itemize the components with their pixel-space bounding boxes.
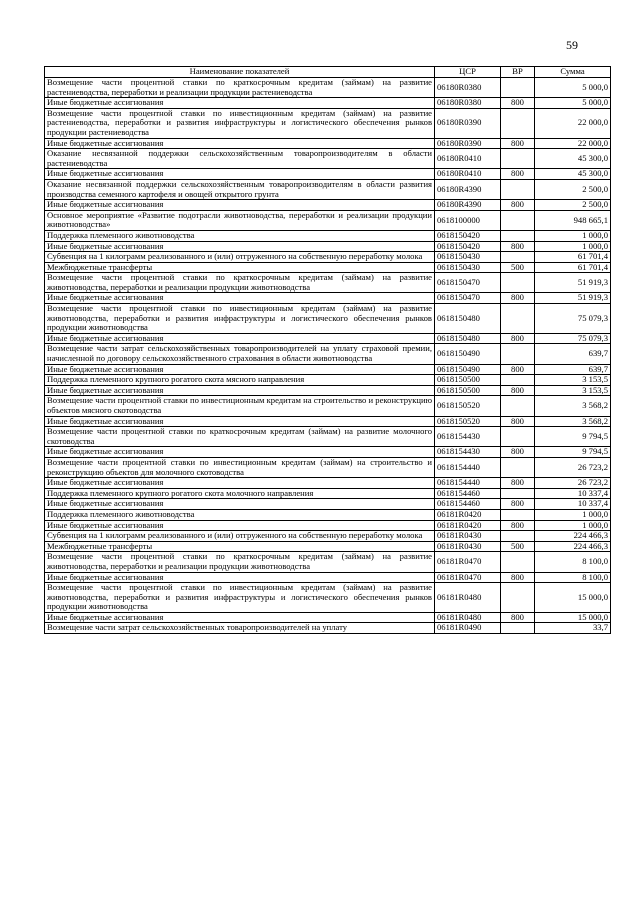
row-code: 0618150520	[435, 396, 501, 416]
row-sum: 224 466,3	[535, 541, 611, 552]
row-code: 0618150480	[435, 333, 501, 344]
table-row	[45, 612, 611, 623]
row-vr: 800	[501, 169, 535, 180]
row-code: 06180R4390	[435, 179, 501, 199]
table-row	[45, 262, 611, 273]
row-sum: 2 500,0	[535, 179, 611, 199]
table-row	[45, 499, 611, 510]
row-name: Иные бюджетные ассигнования	[45, 416, 435, 427]
table-row	[45, 169, 611, 180]
row-name: Субвенция на 1 килограмм реализованного и (или) отгруженного на собственную переработку молока	[45, 531, 435, 542]
table-row	[45, 396, 611, 416]
row-code: 06181R0480	[435, 612, 501, 623]
row-name: Иные бюджетные ассигнования	[45, 478, 435, 489]
row-sum: 22 000,0	[535, 108, 611, 138]
table-row	[45, 273, 611, 293]
row-vr: 500	[501, 262, 535, 273]
row-name: Возмещение части процентной ставки по краткосрочным кредитам (займам) на развитие молочного скотоводства	[45, 427, 435, 447]
row-code: 06181R0420	[435, 520, 501, 531]
row-code: 06181R0480	[435, 583, 501, 613]
row-vr	[501, 252, 535, 263]
row-vr: 800	[501, 364, 535, 375]
row-vr	[501, 531, 535, 542]
row-sum: 15 000,0	[535, 612, 611, 623]
table-row	[45, 333, 611, 344]
row-name: Иные бюджетные ассигнования	[45, 385, 435, 396]
row-vr	[501, 623, 535, 634]
row-vr: 800	[501, 572, 535, 583]
row-code: 06180R0390	[435, 138, 501, 149]
row-name: Иные бюджетные ассигнования	[45, 293, 435, 304]
table-row	[45, 427, 611, 447]
row-name: Оказание несвязанной поддержки сельскохозяйственным товаропроизводителям в области растениеводства	[45, 149, 435, 169]
row-code: 06181R0470	[435, 552, 501, 572]
row-name: Возмещение части затрат сельскохозяйственных товаропроизводителей на уплату	[45, 623, 435, 634]
row-name: Поддержка племенного животноводства	[45, 230, 435, 241]
row-vr	[501, 396, 535, 416]
row-name: Иные бюджетные ассигнования	[45, 333, 435, 344]
row-sum: 33,7	[535, 623, 611, 634]
table-row	[45, 572, 611, 583]
row-name: Иные бюджетные ассигнования	[45, 138, 435, 149]
row-code: 06181R0430	[435, 541, 501, 552]
row-sum: 3 568,2	[535, 396, 611, 416]
row-vr: 800	[501, 293, 535, 304]
row-name: Оказание несвязанной поддержки сельскохозяйственным товаропроизводителям в области развития производства семенного картофеля и овощей открытого грунта	[45, 179, 435, 199]
row-sum: 8 100,0	[535, 572, 611, 583]
header-name: Наименование показателей	[45, 67, 435, 78]
table-header-row	[45, 67, 611, 78]
table-row	[45, 364, 611, 375]
row-vr	[501, 230, 535, 241]
row-sum: 2 500,0	[535, 200, 611, 211]
row-sum: 3 153,5	[535, 375, 611, 386]
table-row	[45, 293, 611, 304]
row-vr: 800	[501, 333, 535, 344]
row-name: Иные бюджетные ассигнования	[45, 520, 435, 531]
row-vr	[501, 457, 535, 477]
row-code: 0618150430	[435, 252, 501, 263]
row-sum: 1 000,0	[535, 520, 611, 531]
row-vr	[501, 488, 535, 499]
row-code: 06181R0490	[435, 623, 501, 634]
table-row	[45, 552, 611, 572]
row-vr	[501, 552, 535, 572]
row-code: 06180R0390	[435, 108, 501, 138]
table-row	[45, 252, 611, 263]
row-code: 06180R0380	[435, 78, 501, 98]
row-code: 0618150420	[435, 241, 501, 252]
row-name: Возмещение части процентной ставки по инвестиционным кредитам (займам) на развитие животноводства, переработки и развития инфраструктуры и логистического обеспечения рынков продукции животноводства	[45, 583, 435, 613]
row-sum: 9 794,5	[535, 427, 611, 447]
row-code: 0618150520	[435, 416, 501, 427]
row-sum: 51 919,3	[535, 273, 611, 293]
row-code: 0618150420	[435, 230, 501, 241]
table-row	[45, 241, 611, 252]
row-code: 0618150430	[435, 262, 501, 273]
table-row	[45, 457, 611, 477]
table-row	[45, 583, 611, 613]
table-row	[45, 520, 611, 531]
row-sum: 639,7	[535, 364, 611, 375]
row-sum: 948 665,1	[535, 210, 611, 230]
row-sum: 51 919,3	[535, 293, 611, 304]
table-row	[45, 78, 611, 98]
row-name: Межбюджетные трансферты	[45, 541, 435, 552]
row-name: Иные бюджетные ассигнования	[45, 612, 435, 623]
row-vr	[501, 273, 535, 293]
row-code: 06181R0470	[435, 572, 501, 583]
row-sum: 9 794,5	[535, 447, 611, 458]
table-row	[45, 447, 611, 458]
row-vr: 800	[501, 499, 535, 510]
row-name: Иные бюджетные ассигнования	[45, 572, 435, 583]
row-code: 0618154460	[435, 488, 501, 499]
header-vr: ВР	[501, 67, 535, 78]
row-name: Иные бюджетные ассигнования	[45, 499, 435, 510]
row-sum: 5 000,0	[535, 78, 611, 98]
row-sum: 45 300,0	[535, 149, 611, 169]
table-row	[45, 138, 611, 149]
row-vr: 800	[501, 447, 535, 458]
row-vr	[501, 304, 535, 334]
table-row	[45, 385, 611, 396]
row-sum: 639,7	[535, 344, 611, 364]
table-body	[45, 78, 611, 634]
page-number: 59	[566, 38, 578, 52]
row-code: 06180R0410	[435, 149, 501, 169]
header-code: ЦСР	[435, 67, 501, 78]
row-name: Поддержка племенного крупного рогатого скота молочного направления	[45, 488, 435, 499]
row-vr	[501, 78, 535, 98]
row-name: Возмещение части процентной ставки по инвестиционным кредитам на строительство и реконструкцию объектов мясного скотоводства	[45, 396, 435, 416]
row-sum: 75 079,3	[535, 304, 611, 334]
row-name: Возмещение части процентной ставки по инвестиционным кредитам (займам) на развитие растениеводства, переработки и развития инфраструктуры и логистического обеспечения рынков продукции растениеводства	[45, 108, 435, 138]
row-vr	[501, 509, 535, 520]
table-row	[45, 344, 611, 364]
row-sum: 3 153,5	[535, 385, 611, 396]
row-vr: 500	[501, 541, 535, 552]
table-row	[45, 108, 611, 138]
table-row	[45, 488, 611, 499]
row-vr: 800	[501, 200, 535, 211]
budget-table	[44, 66, 611, 634]
row-name: Иные бюджетные ассигнования	[45, 200, 435, 211]
row-code: 0618150500	[435, 375, 501, 386]
row-vr	[501, 108, 535, 138]
row-name: Возмещение части процентной ставки по краткосрочным кредитам (займам) на развитие животноводства, переработки и реализации продукции животноводства	[45, 552, 435, 572]
row-vr: 800	[501, 241, 535, 252]
row-vr: 800	[501, 385, 535, 396]
row-code: 0618150480	[435, 304, 501, 334]
row-vr: 800	[501, 478, 535, 489]
row-sum: 1 000,0	[535, 509, 611, 520]
row-code: 0618100000	[435, 210, 501, 230]
row-name: Основное мероприятие «Развитие подотрасли животноводства, переработки и реализации продукции животноводства»	[45, 210, 435, 230]
row-vr: 800	[501, 138, 535, 149]
row-code: 06180R4390	[435, 200, 501, 211]
row-sum: 8 100,0	[535, 552, 611, 572]
row-code: 0618154440	[435, 457, 501, 477]
row-name: Иные бюджетные ассигнования	[45, 364, 435, 375]
table-row	[45, 200, 611, 211]
table-row	[45, 230, 611, 241]
row-code: 0618154430	[435, 427, 501, 447]
table-row	[45, 210, 611, 230]
row-name: Иные бюджетные ассигнования	[45, 241, 435, 252]
row-sum: 75 079,3	[535, 333, 611, 344]
row-name: Поддержка племенного животноводства	[45, 509, 435, 520]
row-vr	[501, 149, 535, 169]
row-vr	[501, 583, 535, 613]
row-code: 06181R0420	[435, 509, 501, 520]
row-sum: 1 000,0	[535, 230, 611, 241]
row-code: 0618150470	[435, 273, 501, 293]
row-sum: 1 000,0	[535, 241, 611, 252]
row-code: 0618154460	[435, 499, 501, 510]
table-row	[45, 98, 611, 109]
row-code: 0618154430	[435, 447, 501, 458]
table-row	[45, 416, 611, 427]
row-vr: 800	[501, 612, 535, 623]
row-sum: 61 701,4	[535, 262, 611, 273]
row-vr: 800	[501, 98, 535, 109]
row-name: Возмещение части процентной ставки по инвестиционным кредитам (займам) на строительство и реконструкцию объектов для молочного скотоводства	[45, 457, 435, 477]
row-name: Возмещение части процентной ставки по краткосрочным кредитам (займам) на развитие животноводства, переработки и реализации продукции животноводства	[45, 273, 435, 293]
row-vr	[501, 179, 535, 199]
row-name: Иные бюджетные ассигнования	[45, 169, 435, 180]
header-sum: Сумма	[535, 67, 611, 78]
row-name: Субвенция на 1 килограмм реализованного и (или) отгруженного на собственную переработку молока	[45, 252, 435, 263]
row-name: Возмещение части затрат сельскохозяйственных товаропроизводителей на уплату страховой премии, начисленной по договору сельскохозяйственного страхования в области животноводства	[45, 344, 435, 364]
row-vr	[501, 344, 535, 364]
table-row	[45, 623, 611, 634]
row-vr	[501, 427, 535, 447]
row-sum: 224 466,3	[535, 531, 611, 542]
row-sum: 10 337,4	[535, 499, 611, 510]
table-row	[45, 149, 611, 169]
row-name: Иные бюджетные ассигнования	[45, 447, 435, 458]
row-sum: 3 568,2	[535, 416, 611, 427]
row-code: 06180R0410	[435, 169, 501, 180]
table-row	[45, 375, 611, 386]
row-vr	[501, 375, 535, 386]
table-row	[45, 541, 611, 552]
row-name: Возмещение части процентной ставки по инвестиционным кредитам (займам) на развитие животноводства, переработки и развития инфраструктуры и логистического обеспечения рынков продукции животноводства	[45, 304, 435, 334]
table-row	[45, 509, 611, 520]
row-code: 0618150490	[435, 364, 501, 375]
row-name: Межбюджетные трансферты	[45, 262, 435, 273]
row-code: 0618150490	[435, 344, 501, 364]
row-sum: 26 723,2	[535, 478, 611, 489]
table-row	[45, 179, 611, 199]
row-sum: 61 701,4	[535, 252, 611, 263]
row-name: Возмещение части процентной ставки по краткосрочным кредитам (займам) на развитие растениеводства, переработки и реализации продукции растениеводства	[45, 78, 435, 98]
row-sum: 22 000,0	[535, 138, 611, 149]
row-sum: 5 000,0	[535, 98, 611, 109]
row-sum: 26 723,2	[535, 457, 611, 477]
table-row	[45, 304, 611, 334]
row-code: 0618154440	[435, 478, 501, 489]
table-row	[45, 478, 611, 489]
row-name: Поддержка племенного крупного рогатого скота мясного направления	[45, 375, 435, 386]
row-sum: 10 337,4	[535, 488, 611, 499]
table-row	[45, 531, 611, 542]
row-vr: 800	[501, 416, 535, 427]
row-name: Иные бюджетные ассигнования	[45, 98, 435, 109]
row-code: 0618150470	[435, 293, 501, 304]
row-vr	[501, 210, 535, 230]
row-sum: 45 300,0	[535, 169, 611, 180]
row-vr: 800	[501, 520, 535, 531]
row-code: 0618150500	[435, 385, 501, 396]
row-sum: 15 000,0	[535, 583, 611, 613]
row-code: 06181R0430	[435, 531, 501, 542]
row-code: 06180R0380	[435, 98, 501, 109]
